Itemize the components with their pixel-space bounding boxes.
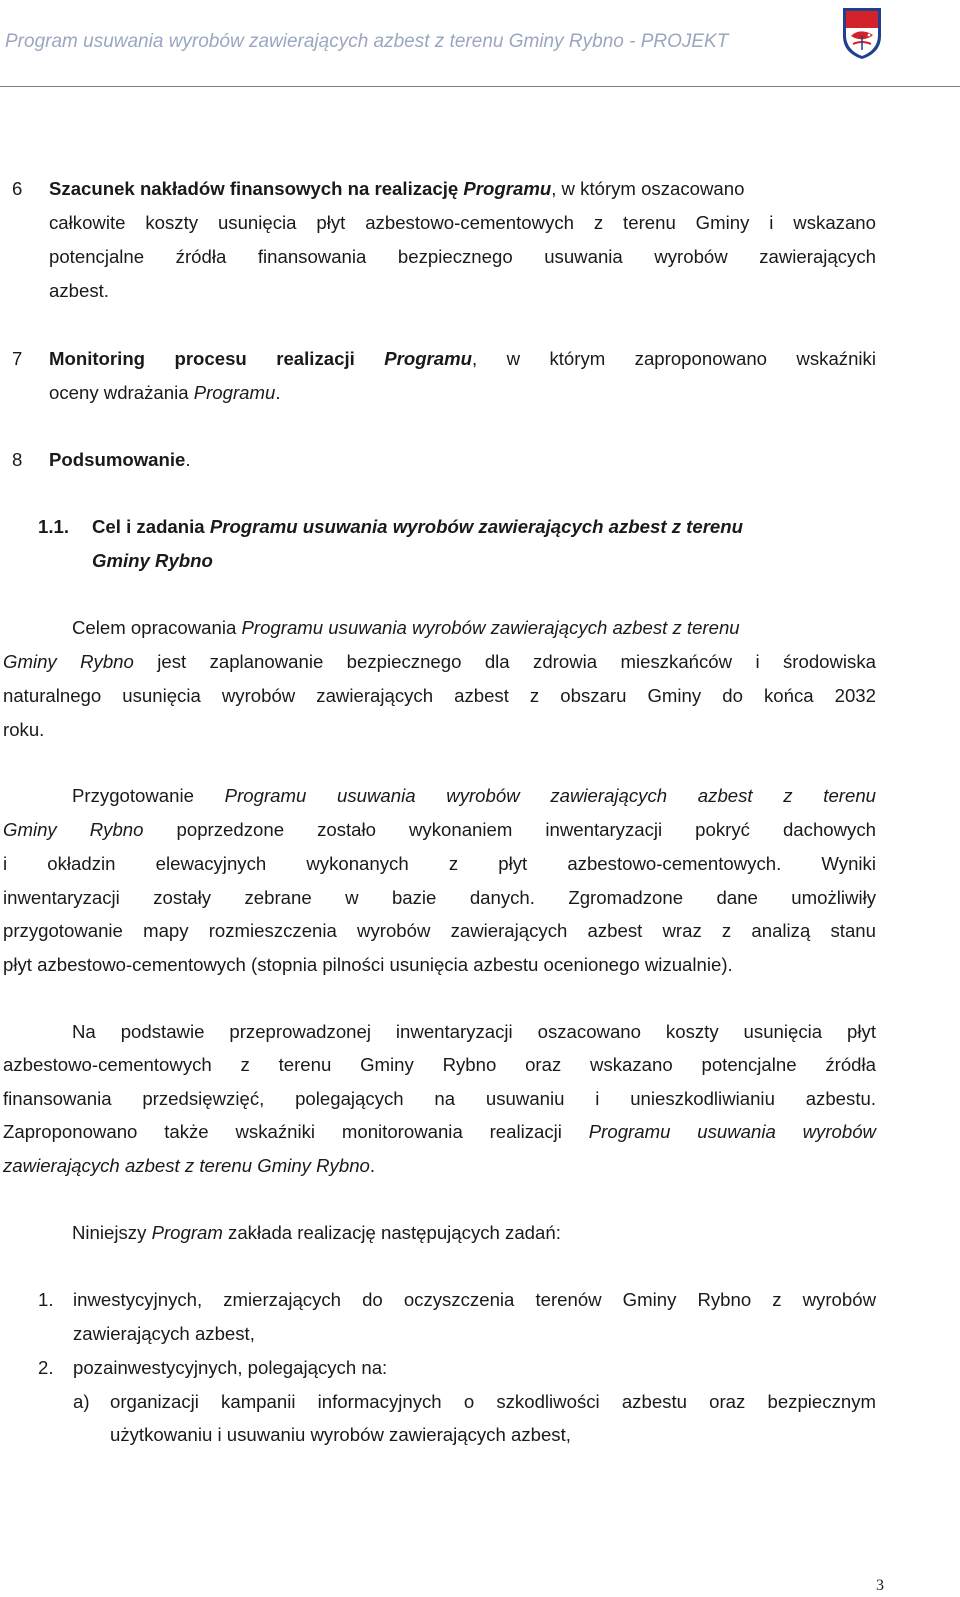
section-number: 1.1. — [38, 516, 70, 537]
subtask-line: organizacji kampanii informacyjnych o szkodliwości azbestu oraz bezpiecznym — [110, 1391, 876, 1412]
task-line: zawierających azbest, — [73, 1323, 255, 1344]
task-line: inwestycyjnych, zmierzających do oczyszczenia terenów Gminy Rybno z wyrobów — [73, 1289, 876, 1310]
body-text: . — [275, 382, 281, 403]
bold-italic-text: Gminy Rybno — [92, 550, 213, 571]
paragraph-line: Zaproponowano także wskaźniki monitorowania realizacji Programu usuwania wyrobów — [3, 1121, 876, 1142]
paragraph-line: inwentaryzacji zostały zebrane w bazie danych. Zgromadzone dane umożliwiły — [3, 887, 876, 908]
bold-italic-text: Programu — [384, 348, 473, 369]
page-header — [0, 0, 960, 88]
bold-text: Monitoring procesu realizacji — [49, 348, 385, 369]
paragraph-line: zawierających azbest z terenu Gminy Rybno. — [3, 1155, 376, 1176]
task-line: pozainwestycyjnych, polegających na: — [73, 1357, 388, 1378]
header-title: Program usuwania wyrobów zawierających azbest z terenu Gminy Rybno - PROJEKT — [5, 31, 729, 52]
section-heading — [92, 514, 876, 540]
coat-of-arms-icon — [841, 6, 883, 60]
paragraph-line: roku. — [3, 719, 45, 740]
task-number: 1. — [38, 1289, 54, 1310]
paragraph-line: Niniejszy Program zakłada realizację następujących zadań: — [72, 1222, 561, 1243]
paragraph-line: finansowania przedsięwzięć, polegających na usuwaniu i unieszkodliwianiu azbestu. — [3, 1088, 876, 1109]
paragraph-line: Gminy Rybno jest zaplanowanie bezpiecznego dla zdrowia mieszkańców i środowiska — [3, 651, 876, 672]
header-rule — [0, 86, 960, 87]
body-text: , w którym oszacowano — [551, 178, 745, 199]
list-item-line: całkowite koszty usunięcia płyt azbestowo-cementowych z terenu Gminy i wskazano — [49, 212, 876, 233]
subtask-letter: a) — [73, 1391, 90, 1412]
bold-text: Podsumowanie — [49, 449, 186, 470]
paragraph-line: przygotowanie mapy rozmieszczenia wyrobów zawierających azbest wraz z analizą stanu — [3, 920, 876, 941]
paragraph-line: Celem opracowania Programu usuwania wyrobów zawierających azbest z terenu — [72, 617, 740, 638]
paragraph-line: Na podstawie przeprowadzonej inwentaryzacji oszacowano koszty usunięcia płyt — [72, 1021, 876, 1042]
italic-text: Programu — [193, 382, 276, 403]
bold-italic-text: Programu — [463, 178, 552, 199]
bold-italic-text: Programu usuwania wyrobów zawierających azbest z terenu — [209, 516, 743, 537]
body-text: , w którym zaproponowano wskaźniki — [472, 348, 876, 369]
list-item-number: 8 — [12, 449, 23, 470]
paragraph-line: Gminy Rybno poprzedzone zostało wykonaniem inwentaryzacji pokryć dachowych — [3, 819, 876, 840]
list-item-number: 7 — [12, 348, 23, 369]
paragraph-line: naturalnego usunięcia wyrobów zawierających azbest z obszaru Gminy do końca 2032 — [3, 685, 876, 706]
body-text: oceny wdrażania — [49, 382, 194, 403]
list-item-line — [49, 447, 191, 473]
list-item-line — [49, 380, 281, 406]
list-item-line — [49, 176, 744, 202]
list-item-line — [49, 346, 876, 372]
body-text: . — [185, 449, 191, 470]
list-item-number: 6 — [12, 178, 23, 199]
paragraph-line: azbestowo-cementowych z terenu Gminy Rybno oraz wskazano potencjalne źródła — [3, 1054, 876, 1075]
page-number: 3 — [876, 1577, 884, 1594]
subtask-line: użytkowaniu i usuwaniu wyrobów zawierających azbest, — [110, 1424, 571, 1445]
paragraph-line: i okładzin elewacyjnych wykonanych z płyt azbestowo-cementowych. Wyniki — [3, 853, 876, 874]
bold-text: Szacunek nakładów finansowych na realizację — [49, 178, 464, 199]
list-item-line: potencjalne źródła finansowania bezpiecznego usuwania wyrobów zawierających — [49, 246, 876, 267]
bold-text: Cel i zadania — [92, 516, 210, 537]
paragraph-line: płyt azbestowo-cementowych (stopnia pilności usunięcia azbestu ocenionego wizualnie). — [3, 954, 733, 975]
list-item-line: azbest. — [49, 280, 109, 301]
paragraph-line: Przygotowanie Programu usuwania wyrobów zawierających azbest z terenu — [72, 785, 877, 806]
section-heading-line — [92, 548, 213, 574]
task-number: 2. — [38, 1357, 54, 1378]
